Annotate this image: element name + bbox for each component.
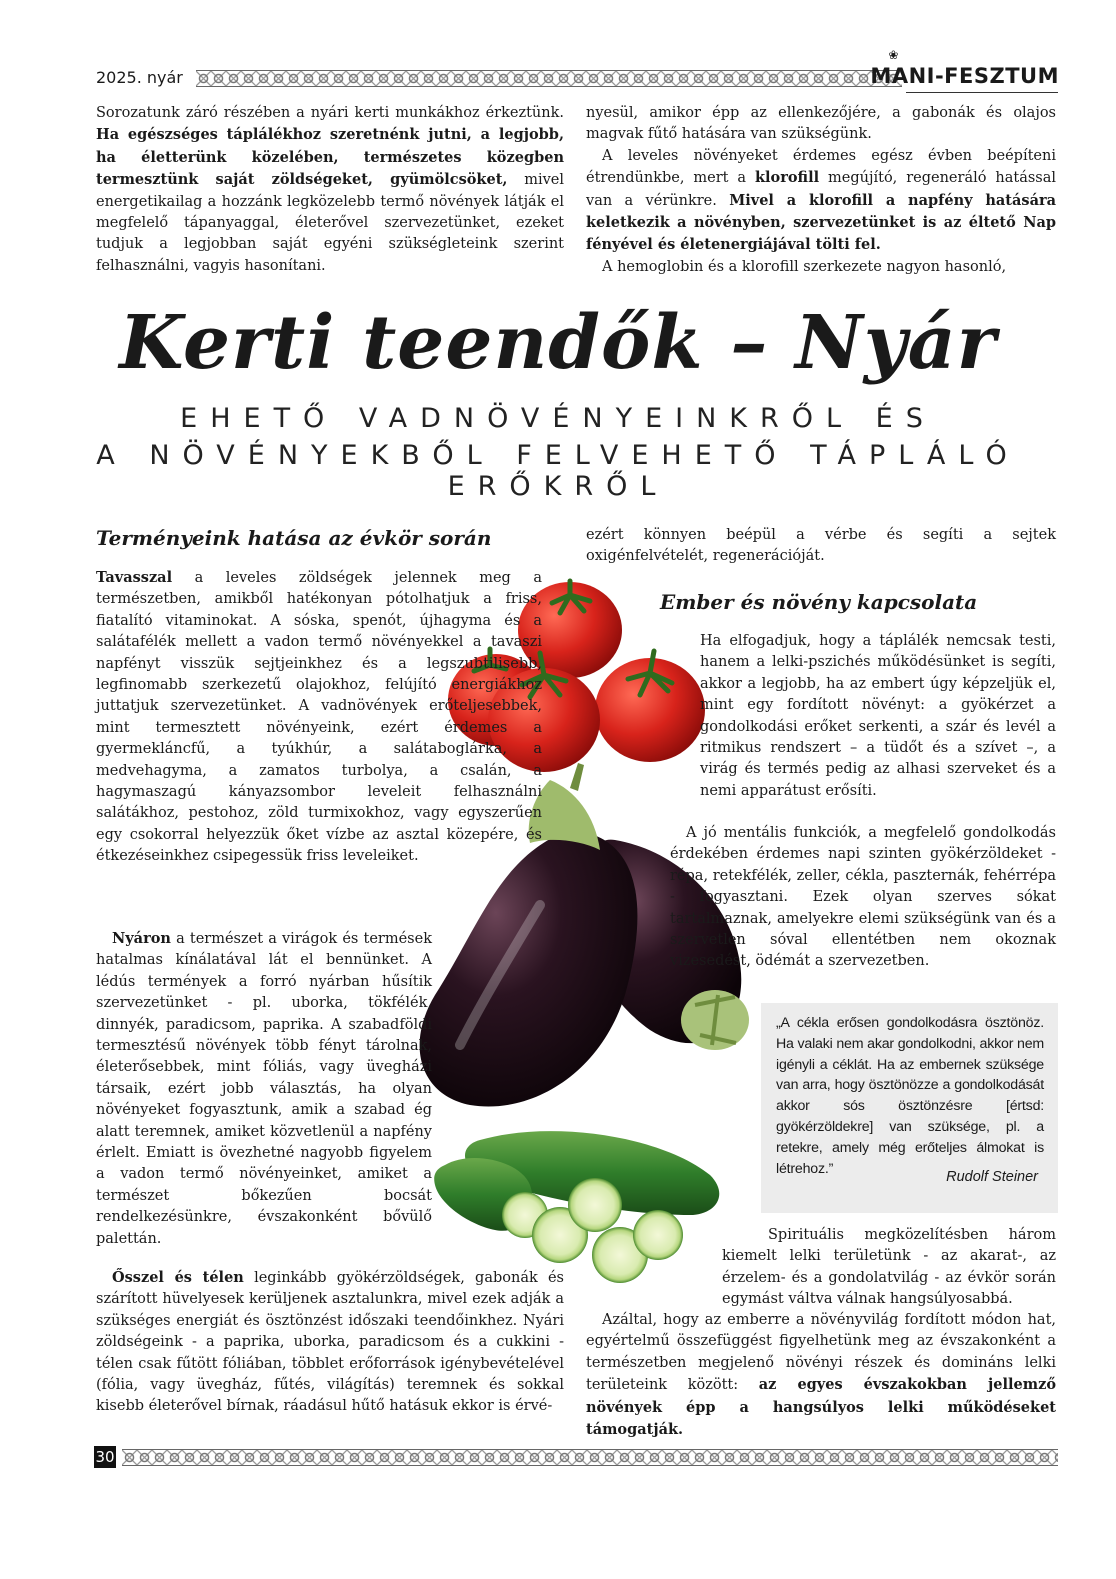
intro-left-column xyxy=(96,103,564,277)
right-column-top-paragraph: ezért könnyen beépül a vérbe és segíti a sejtek oxigénfelvételét, regenerációját. xyxy=(586,527,1056,565)
spring-paragraph-block xyxy=(96,567,542,868)
spring-paragraph xyxy=(96,567,542,868)
section2-paragraph-1: Ha elfogadjuk, hogy a táplálék nemcsak testi, hanem a lelki-pszichés működésünket is segíti, akkor a legjobb, ha az embert úgy képzeljük el, mint egy fordított növényt: a gyökérzet a gondolkodási erőket serkenti, a szár és levél a ritmikus rendszert – a tüdőt és a szívet –, a virág és termés pedig az alhasi szerveket és a nemi apparátust erősíti. xyxy=(700,633,1056,799)
intro-right-paragraph-1: nyesül, amikor épp az ellenkezőjére, a gabonák és olajos magvak fűtő hatására van szükségünk. xyxy=(586,105,1056,143)
bold-text-run: Nyáron xyxy=(112,930,171,947)
page-number: 30 xyxy=(95,1448,115,1466)
logo-underline xyxy=(906,92,1058,93)
text-run: a leveles zöldségek jelennek meg a természetben, amikből hatékonyan pótolhatjuk a friss, fiatalító vitaminokat. A sóska, spenót, újhagyma és a salátafélék mellett a vadon termő növényekkel a tavaszi napfényt visszük sejtjeinkhez és a legszubtilisebb, legfinomabb szerkezetű olajokhoz, felújító energiákhoz juttatjuk szervezetünket. A vadnövények erőteljesebbek, mint termesztett növényeink, ezért érdemes a gyermekláncfű, a tyúkhúr, a salátaboglárka, a medvehagyma, a zamatos turbolya, a csalán, a hagymaszagú kányazsombor leveleit felhasználni salátákhoz, pestohoz, zöld turmixokhoz, vagy egyszerűen egy csokorral helyezzük őket vízbe az asztal közepére, és étkezéseinkhez csipegessük friss leveleiket. xyxy=(96,570,542,865)
issue-date: 2025. nyár xyxy=(96,68,183,87)
text-run: Azáltal, hogy az emberre a növényvilág fordított módon hat, egyértelmű összefüggést figyelhetünk meg az évszakonként a természetben megjelenő növényi részek és domináns lelki területeink között: xyxy=(586,1312,1056,1394)
autumn-paragraph-block xyxy=(96,1267,564,1418)
section-heading-1: Terményeink hatása az évkör során xyxy=(96,526,492,550)
section2-paragraph-2: A jó mentális funkciók, a megfelelő gondolkodás érdekében érdemes napi szinten gyökérzöldeket - répa, retekfélék, zeller, cékla, paszternák, fehérrépa - fogyasztani. Ezek olyan szerves sókat tartalmaznak, amelyekre elemi szükségünk van és a szervetlen sóval ellentétben nem okoznak vizesedést, ödémát a szervezetben. xyxy=(670,825,1056,970)
text-run: a természet a virágok és termések hatalmas kínálatával lát el bennünket. A lédús termények a forró nyárban hűsítik szervezetünket - pl. uborka, tökfélék, dinnyék, paradicsom, paprika. A szabadföldi termesztésű növények több fényt tárolnak, életerősebbek, mint fóliás, vagy üvegházi társaik, ezért jobb választás, ha olyan növényeket fogyasztunk, amik a szabad ég alatt teremnek, amiket közvetlenül a napfény érlelt. Emiatt is övezhetné nagyobb figyelem a vadon termő növényeinket, amiket a természet bőkezűen bocsát rendelkezésünkre, évszakonként bővülő palettán. xyxy=(96,931,432,1247)
intro-paragraph xyxy=(96,103,564,277)
bold-text-run: Ha egészséges táplálékhoz szeretnénk jutni, a legjobb, ha életterünk közelében, természetes közegben termesztünk saját zöldségeket, gyümölcsöket, xyxy=(96,126,564,189)
bold-text-run: Tavasszal xyxy=(96,569,173,586)
article-subtitle-line-1: EHETŐ VADNÖVÉNYEINKRŐL ÉS xyxy=(180,403,936,434)
intro-right-paragraph-2 xyxy=(586,146,1056,257)
bold-text-run: Mivel a klorofill a napfény hatására keletkezik a növényben, szervezetünket is az éltető Nap fényével és életenergiájával tölti fel. xyxy=(586,191,1056,254)
quote-text: „A cékla erősen gondolkodásra ösztönöz. Ha valaki nem akar gondolkodni, akkor nem igényli a céklát. Ha az embernek szüksége van arra, hogy ösztönözze a gondolkodását akkor sós ösztönzésre [értsd: gyökérzöldekre] van szüksége, pl. a retekre, amely még erőteljes álmokat is létrehoz.” xyxy=(776,1015,1044,1177)
section2-paragraph-4 xyxy=(586,1310,1056,1441)
cucumbers-image xyxy=(434,1131,719,1283)
bold-text-run: az egyes évszakokban jellemző növények épp a hangsúlyos lelki működéseket támogatják. xyxy=(586,1376,1056,1439)
footer-ornament-band xyxy=(122,1449,1058,1466)
summer-paragraph-block xyxy=(96,928,432,1250)
section-heading-2: Ember és növény kapcsolata xyxy=(660,590,978,614)
article-title: Kerti teendők – Nyár xyxy=(119,300,997,386)
text-run: Sorozatunk záró részében a nyári kerti munkákhoz érkeztünk. xyxy=(96,105,564,121)
logo-text: MANI-FESZTUM xyxy=(870,64,1059,88)
quote-author: Rudolf Steiner xyxy=(946,1169,1038,1185)
intro-right-column xyxy=(586,103,1056,278)
text-run: megújító, regeneráló hatással van a vérünkre. xyxy=(586,170,1056,209)
text-run: A leveles növényeket érdemes egész évben beépíteni étrendünkbe, mert a xyxy=(586,147,1056,187)
bold-text-run: Ősszel és télen xyxy=(112,1269,244,1286)
bold-text-run: klorofill xyxy=(755,169,820,187)
autumn-paragraph xyxy=(96,1267,564,1418)
header-ornament-band xyxy=(196,70,902,87)
intro-right-paragraph-3: A hemoglobin és a klorofill szerkezete nagyon hasonló, xyxy=(602,258,1007,275)
text-run: mivel energetikailag a hozzánk legközelebb termő növények látják el megfelelő tápanyaggal, életerővel szervezetünket, ezeket tudjuk a legjobban saját egyéni szükségleteink szerint felhasználni, vagyis hasonítani. xyxy=(96,172,564,274)
summer-paragraph xyxy=(96,928,432,1250)
section2-paragraph-4-text xyxy=(586,1310,1056,1441)
flower-icon: ❀ xyxy=(888,48,899,62)
section2-paragraph-3: Spirituális megközelítésben három kiemelt lelki területünk - az akarat-, az érzelem- és a gondolatvilág - az évkör során egymást váltva válnak hangsúlyosabbá. xyxy=(722,1227,1056,1308)
magazine-logo xyxy=(870,48,1059,88)
text-run: leginkább gyökérzöldségek, gabonák és szárított hüvelyesek kerüljenek asztalunkra, mivel ezek adják a szükséges energiát és ösztönzést időszaki teendőinkhez. Nyári zöldségeink - a paprika, uborka, paradicsom és a cukkini - télen csak fűtött fóliában, többlet erőforrások igénybevételével (fólia, vagy üvegház, fűtés, világítás) teremnek és sokkal kisebb életerővel bírnak, ráadásul hűtő hatásuk ekkor is érvé- xyxy=(96,1270,565,1415)
article-subtitle-line-2: A NÖVÉNYEKBŐL FELVEHETŐ TÁPLÁLÓ ERŐKRŐL xyxy=(96,440,1020,502)
